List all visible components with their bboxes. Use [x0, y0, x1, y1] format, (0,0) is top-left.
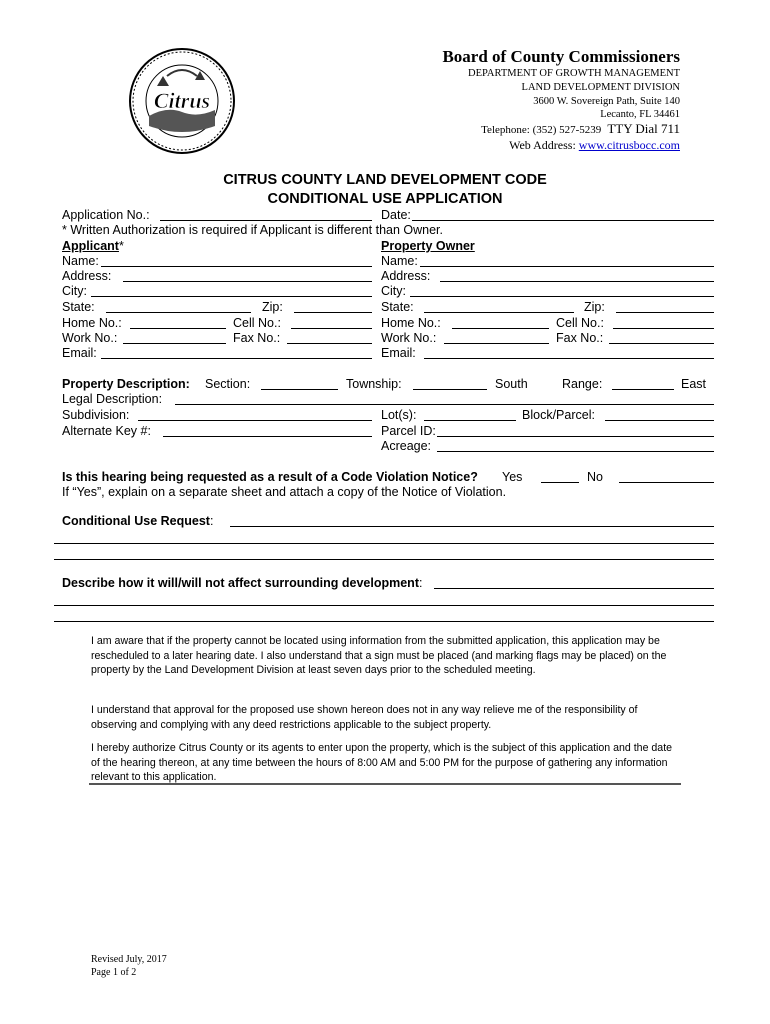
owner-cell-label: Cell No.:: [556, 316, 604, 330]
parcel-id-field[interactable]: [437, 436, 714, 437]
web-line: [509, 138, 680, 153]
subdivision-field[interactable]: [138, 420, 372, 421]
township-field[interactable]: [413, 389, 487, 390]
owner-fax-label: Fax No.:: [556, 331, 604, 345]
conditional-use-request-line-2[interactable]: [54, 543, 714, 544]
subdivision-label: Subdivision:: [62, 408, 130, 422]
statement-divider: [89, 783, 681, 785]
applicant-email-field[interactable]: [101, 358, 372, 359]
owner-email-label: Email:: [381, 346, 416, 360]
owner-address-label: Address:: [381, 269, 431, 283]
south-label: South: [495, 377, 528, 391]
applicant-work-label: Work No.:: [62, 331, 118, 345]
city-address: Lecanto, FL 34461: [600, 109, 680, 120]
app-no-field[interactable]: [160, 220, 372, 221]
violation-note: If “Yes”, explain on a separate sheet and attach a copy of the Notice of Violation.: [62, 485, 507, 499]
conditional-use-request-line-3[interactable]: [54, 559, 714, 560]
svg-text:Citrus: Citrus: [153, 88, 211, 113]
street-address: 3600 W. Sovereign Path, Suite 140: [533, 96, 680, 107]
violation-question: Is this hearing being requested as a result of a Code Violation Notice?: [62, 470, 478, 484]
county-seal: [127, 46, 237, 156]
date-label: Date:: [381, 208, 411, 222]
applicant-name-field[interactable]: [101, 266, 372, 267]
owner-name-field[interactable]: [420, 266, 714, 267]
statement-authorization: I hereby authorize Citrus County or its agents to enter upon the property, which is the subject of this application and the date of the hearing thereon, at any time between the hours of 8:00 AM and 5:00 PM for the purpose of gathering any information relevant to this application.: [91, 742, 673, 783]
applicant-name-label: Name:: [62, 254, 99, 268]
owner-city-label: City:: [381, 284, 406, 298]
no-label: No: [587, 470, 603, 484]
applicant-state-field[interactable]: [106, 312, 251, 313]
east-label: East: [681, 377, 707, 391]
web-label: Web Address:: [509, 138, 576, 152]
title-line2: CONDITIONAL USE APPLICATION: [267, 191, 503, 207]
describe-effect-label: Describe how it will/will not affect surrounding development:: [62, 576, 423, 590]
applicant-zip-label: Zip:: [262, 300, 283, 314]
acreage-label: Acreage:: [381, 439, 432, 453]
owner-zip-field[interactable]: [616, 312, 714, 313]
date-field[interactable]: [412, 220, 714, 221]
owner-zip-label: Zip:: [584, 300, 605, 314]
applicant-state-label: State:: [62, 300, 95, 314]
alternate-key-field[interactable]: [163, 436, 372, 437]
app-no-label: Application No.:: [62, 208, 150, 222]
statement-deed-restrictions: I understand that approval for the proposed use shown hereon does not in any way relieve me of the responsibility of observing and complying with any deed restrictions applicable to the subject property.: [91, 704, 638, 731]
phone-number: Telephone: (352) 527-5239: [481, 124, 602, 136]
applicant-home-label: Home No.:: [62, 316, 122, 330]
applicant-zip-field[interactable]: [294, 312, 372, 313]
lots-label: Lot(s):: [381, 408, 417, 422]
legal-description-field[interactable]: [175, 404, 714, 405]
owner-city-field[interactable]: [410, 296, 714, 297]
lots-field[interactable]: [424, 420, 516, 421]
acreage-field[interactable]: [437, 451, 714, 452]
phone-line: [481, 121, 680, 137]
owner-state-label: State:: [381, 300, 414, 314]
page-number: Page 1 of 2: [91, 967, 137, 978]
owner-home-field[interactable]: [452, 328, 549, 329]
describe-effect-line-3[interactable]: [54, 621, 714, 622]
statement-location: I am aware that if the property cannot be located using information from the submitted application, this application may be rescheduled to a later hearing date. I also understand that a sign must be placed (and marking flags may be placed) on the property by the Land Development Division at least seven days prior to the scheduled meeting.: [91, 635, 667, 676]
section-label: Section:: [205, 377, 251, 391]
block-parcel-field[interactable]: [605, 420, 714, 421]
conditional-use-request-field[interactable]: [230, 526, 714, 527]
applicant-heading: Applicant*: [62, 239, 124, 253]
legal-description-label: Legal Description:: [62, 392, 163, 406]
org-name: Board of County Commissioners: [442, 47, 680, 66]
owner-cell-field[interactable]: [613, 328, 714, 329]
title-line1: CITRUS COUNTY LAND DEVELOPMENT CODE: [223, 172, 547, 188]
conditional-use-request-label: Conditional Use Request:: [62, 514, 214, 528]
owner-email-field[interactable]: [424, 358, 714, 359]
owner-address-field[interactable]: [440, 281, 714, 282]
owner-work-label: Work No.:: [381, 331, 437, 345]
owner-fax-field[interactable]: [609, 343, 714, 344]
applicant-email-label: Email:: [62, 346, 97, 360]
applicant-work-field[interactable]: [123, 343, 226, 344]
tty-line: TTY Dial 711: [607, 121, 680, 136]
owner-name-label: Name:: [381, 254, 418, 268]
township-label: Township:: [346, 377, 402, 391]
applicant-fax-field[interactable]: [287, 343, 372, 344]
applicant-cell-field[interactable]: [291, 328, 372, 329]
website-link[interactable]: www.citrusbocc.com: [578, 138, 680, 152]
describe-effect-field[interactable]: [434, 588, 714, 589]
applicant-cell-label: Cell No.:: [233, 316, 281, 330]
yes-field[interactable]: [541, 482, 579, 483]
revised-date: Revised July, 2017: [91, 954, 167, 965]
range-field[interactable]: [612, 389, 674, 390]
owner-heading: Property Owner: [381, 239, 475, 253]
block-parcel-label: Block/Parcel:: [522, 408, 595, 422]
owner-state-field[interactable]: [424, 312, 574, 313]
owner-work-field[interactable]: [444, 343, 549, 344]
alternate-key-label: Alternate Key #:: [62, 424, 151, 438]
no-field[interactable]: [619, 482, 714, 483]
parcel-id-label: Parcel ID:: [381, 424, 436, 438]
applicant-fax-label: Fax No.:: [233, 331, 281, 345]
yes-label: Yes: [502, 470, 523, 484]
property-description-label: Property Description:: [62, 377, 190, 391]
dept-name: DEPARTMENT OF GROWTH MANAGEMENT: [468, 68, 680, 79]
applicant-address-label: Address:: [62, 269, 112, 283]
division-name: LAND DEVELOPMENT DIVISION: [521, 82, 680, 93]
section-field[interactable]: [261, 389, 338, 390]
auth-note: * Written Authorization is required if Applicant is different than Owner.: [62, 223, 443, 237]
applicant-home-field[interactable]: [130, 328, 226, 329]
describe-effect-line-2[interactable]: [54, 605, 714, 606]
range-label: Range:: [562, 377, 603, 391]
applicant-address-field[interactable]: [123, 281, 372, 282]
owner-home-label: Home No.:: [381, 316, 441, 330]
applicant-city-field[interactable]: [91, 296, 372, 297]
applicant-city-label: City:: [62, 284, 87, 298]
